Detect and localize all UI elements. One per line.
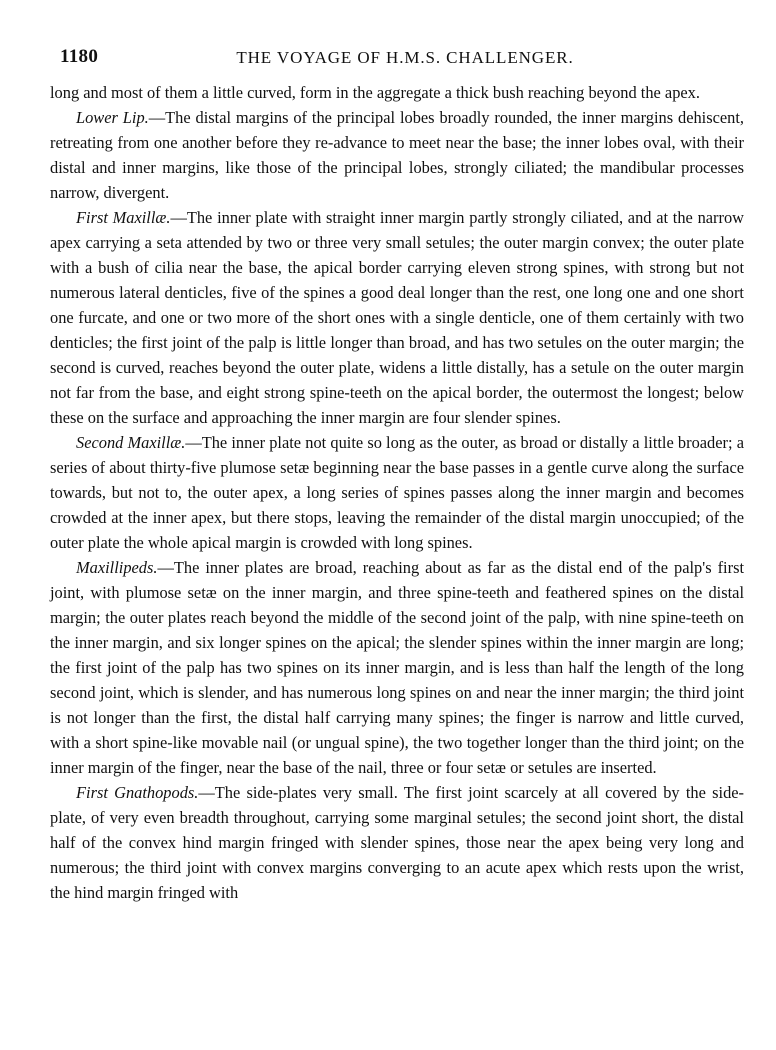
running-title: THE VOYAGE OF H.M.S. CHALLENGER. — [236, 48, 574, 67]
section-term-second-maxillae: Second Maxillæ. — [76, 433, 186, 452]
paragraph-text: —The inner plate with straight inner margin partly strongly ciliated, and at the narrow apex carrying a seta attended by two or three very small setules; the outer margin convex; the outer plate with a bush of cilia near the base, the apical border carrying eleven strong spines, with strong but not numerous lateral denticles, five of the spines a good deal longer than the rest, one long one and one short one furcate, and one or two more of the short ones with a single denticle, one of them certainly with two denticles; the first joint of the palp is little longer than broad, and has two setules on the outer margin; the second is curved, reaches beyond the outer plate, widens a little distally, has a setule on the outer margin not far from the base, and eight strong spine-teeth on the apical border, the outermost the longest; below these on the surface and approaching the inner margin are four slender spines. — [50, 208, 744, 427]
section-term-first-gnathopods: First Gnathopods. — [76, 783, 199, 802]
paragraph-first-gnathopods — [50, 780, 744, 905]
section-term-lower-lip: Lower Lip. — [76, 108, 149, 127]
paragraph-lower-lip — [50, 105, 744, 205]
page-header — [50, 40, 740, 74]
paragraph-second-maxillae — [50, 430, 744, 555]
paragraph-maxillipeds — [50, 555, 744, 780]
paragraph-text: —The inner plates are broad, reaching about as far as the distal end of the palp's first joint, with plumose setæ on the inner margin, and three spine-teeth and feathered spines on the distal margin; the outer plates reach beyond the middle of the second joint of the palp, with nine spine-teeth on the inner margin, and six longer spines on the apical; the slender spines within the inner margin are long; the first joint of the palp has two spines on its inner margin, and is less than half the length of the long second joint, which is slender, and has numerous long spines on and near the inner margin; the third joint is not longer than the first, the distal half carrying many spines; the finger is narrow and little curved, with a short spine-like movable nail (or ungual spine), the two together longer than the third joint; on the inner margin of the finger, near the base of the nail, three or four setæ or setules are inserted. — [50, 558, 744, 777]
paragraph-first-maxillae — [50, 205, 744, 430]
paragraph-text: long and most of them a little curved, form in the aggregate a thick bush reaching beyond the apex. — [50, 83, 700, 102]
paragraph-text: —The distal margins of the principal lobes broadly rounded, the inner margins dehiscent, retreating from one another before they re-advance to meet near the base; the inner lobes oval, with their distal and inner margins, like those of the principal lobes, strongly ciliated; the mandibular processes narrow, divergent. — [50, 108, 744, 202]
page-number: 1180 — [60, 46, 99, 67]
section-term-maxillipeds: Maxillipeds. — [76, 558, 158, 577]
page-body — [50, 80, 744, 905]
section-term-first-maxillae: First Maxillæ. — [76, 208, 171, 227]
paragraph-continuation — [50, 80, 744, 105]
paragraph-text: —The inner plate not quite so long as the outer, as broad or distally a little broader; a series of about thirty-five plumose setæ beginning near the base passes in a gentle curve along the surface towards, but not to, the outer apex, a long series of spines passes along the inner margin and becomes crowded at the inner apex, but there stops, leaving the remainder of the distal margin unoccupied; of the outer plate the whole apical margin is crowded with long spines. — [50, 433, 744, 552]
paragraph-text: —The side-plates very small. The first joint scarcely at all covered by the side-plate, of very even breadth throughout, carrying some marginal setules; the second joint short, the distal half of the convex hind margin fringed with slender spines, those near the apex being very long and numerous; the third joint with convex margins converging to an acute apex which rests upon the wrist, the hind margin fringed with — [50, 783, 744, 902]
